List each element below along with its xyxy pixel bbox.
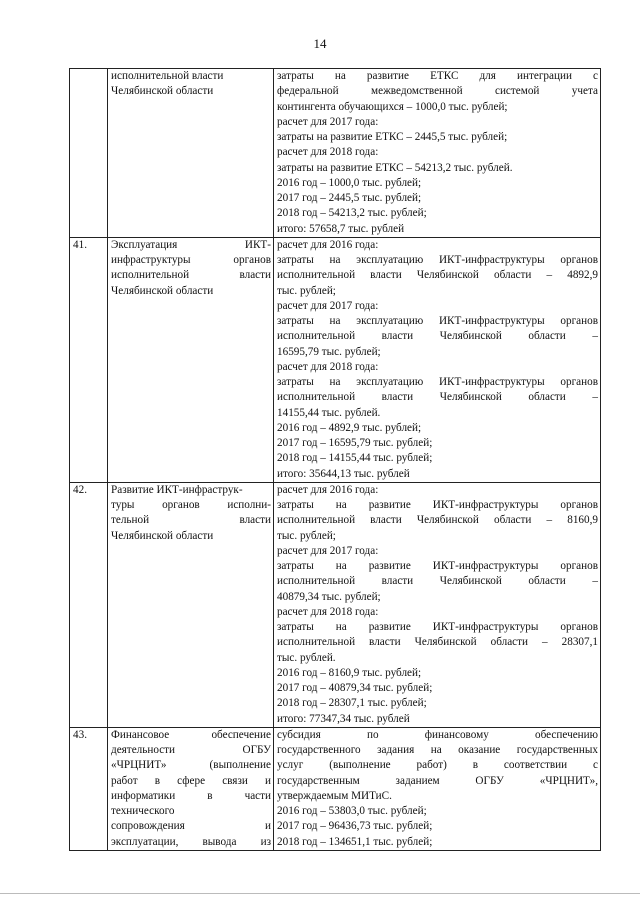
cost-description-line: 2016 год – 8160,9 тыс. рублей; bbox=[277, 666, 422, 679]
measure-name-line: работ в сфере связи и bbox=[111, 774, 271, 787]
cost-description-line: государственным заданием ОГБУ «ЧРЦНИТ», bbox=[277, 774, 598, 787]
cost-description-line: расчет для 2016 года: bbox=[277, 483, 379, 496]
cost-description-line: государственного задания на оказание государственных bbox=[277, 744, 598, 756]
cost-description-line: исполнительной власти Челябинской области – bbox=[277, 391, 598, 404]
measure-name-line: Челябинской области bbox=[111, 85, 214, 98]
cost-description-line: 14155,44 тыс. рублей. bbox=[277, 406, 381, 419]
cost-description-line: 2018 год – 134651,1 тыс. рублей; bbox=[277, 835, 433, 848]
cost-description-cell bbox=[274, 69, 601, 238]
measure-name-cell bbox=[108, 237, 274, 482]
row-number-text: 41. bbox=[73, 238, 87, 251]
row-number-text: 42. bbox=[73, 483, 87, 496]
measure-name-line: Эксплуатация ИКТ- bbox=[111, 238, 271, 251]
cost-description-line: 2017 год – 16595,79 тыс. рублей; bbox=[277, 437, 433, 449]
cost-description-line: тыс. рублей; bbox=[277, 529, 336, 542]
row-number-text: 43. bbox=[73, 728, 87, 741]
measure-name-line: Финансовое обеспечение bbox=[111, 728, 271, 741]
cost-description-line: расчет для 2016 года: bbox=[277, 238, 379, 251]
cost-description-line: 2018 год – 14155,44 тыс. рублей; bbox=[277, 452, 433, 465]
cost-description-line: 2017 год – 40879,34 тыс. рублей; bbox=[277, 682, 433, 694]
measure-name-line: туры органов исполни- bbox=[111, 499, 271, 511]
cost-description-line: исполнительной власти Челябинской области – 8160,9 bbox=[277, 514, 598, 527]
cost-description-line: исполнительной власти Челябинской области – bbox=[277, 575, 598, 588]
measure-name-line: сопровождения и bbox=[111, 820, 271, 833]
cost-description-line: федеральной межведомственной системой учета bbox=[277, 85, 598, 98]
cost-description-line: субсидия по финансовому обеспечению bbox=[277, 728, 598, 741]
measure-name-line: «ЧРЦНИТ» (выполнение bbox=[111, 759, 271, 772]
measure-name-line: исполнительной власти bbox=[111, 70, 224, 82]
table-row bbox=[70, 237, 601, 482]
cost-description-line: контингента обучающихся – 1000,0 тыс. рублей; bbox=[277, 100, 508, 113]
cost-description-line: утверждаемым МИТиС. bbox=[277, 789, 392, 802]
cost-description-line: 2017 год – 96436,73 тыс. рублей; bbox=[277, 820, 433, 833]
cost-description-line: расчет для 2017 года: bbox=[277, 299, 379, 312]
cost-description-line: 2016 год – 53803,0 тыс. рублей; bbox=[277, 805, 427, 817]
cost-description-cell bbox=[274, 237, 601, 482]
measure-name-line: технического bbox=[111, 805, 175, 817]
cost-description-line: расчет для 2017 года: bbox=[277, 115, 379, 128]
cost-description-line: 2018 год – 54213,2 тыс. рублей; bbox=[277, 207, 427, 220]
cost-description-line: 2016 год – 4892,9 тыс. рублей; bbox=[277, 421, 422, 434]
measure-name-line: тельной власти bbox=[111, 514, 271, 527]
measure-name-cell bbox=[108, 727, 274, 850]
cost-description-line: затраты на эксплуатацию ИКТ-инфраструктуры органов bbox=[277, 315, 598, 327]
cost-description-line: 2017 год – 2445,5 тыс. рублей; bbox=[277, 192, 422, 204]
measure-name-line: информатики в части bbox=[111, 789, 271, 802]
cost-description-line: затраты на развитие ЕТКС – 54213,2 тыс. рублей. bbox=[277, 161, 513, 174]
cost-description-line: 40879,34 тыс. рублей; bbox=[277, 590, 381, 603]
table-row bbox=[70, 482, 601, 727]
cost-description-line: затраты на развитие ИКТ-инфраструктуры органов bbox=[277, 621, 598, 633]
cost-description-line: 16595,79 тыс. рублей; bbox=[277, 345, 381, 358]
measure-name-line: эксплуатации, вывода из bbox=[111, 835, 271, 848]
cost-description-line: итого: 77347,34 тыс. рублей bbox=[277, 712, 410, 725]
cost-description-line: расчет для 2018 года: bbox=[277, 360, 379, 373]
measure-name-line: Челябинской области bbox=[111, 529, 214, 542]
cost-description-line: исполнительной власти Челябинской области – 28307,1 bbox=[277, 636, 598, 649]
cost-description-line: расчет для 2018 года: bbox=[277, 605, 379, 618]
cost-description-line: тыс. рублей; bbox=[277, 284, 336, 297]
row-number bbox=[70, 237, 108, 482]
cost-description-line: затраты на развитие ЕТКС для интеграции с bbox=[277, 70, 598, 82]
cost-description-line: итого: 57658,7 тыс. рублей bbox=[277, 222, 405, 235]
row-number bbox=[70, 482, 108, 727]
cost-description-line: расчет для 2017 года: bbox=[277, 544, 379, 557]
cost-description-line: затраты на развитие ИКТ-инфраструктуры органов bbox=[277, 499, 598, 511]
cost-description-line: затраты на развитие ИКТ-инфраструктуры органов bbox=[277, 560, 598, 572]
cost-description-line: тыс. рублей. bbox=[277, 651, 336, 664]
bottom-rule bbox=[0, 893, 640, 894]
cost-description-line: расчет для 2018 года: bbox=[277, 146, 379, 159]
measure-name-line: инфраструктуры органов bbox=[111, 254, 271, 266]
cost-description-line: 2016 год – 1000,0 тыс. рублей; bbox=[277, 176, 422, 189]
cost-description-cell bbox=[274, 727, 601, 850]
table-body bbox=[70, 69, 601, 851]
cost-description-line: исполнительной власти Челябинской области – 4892,9 bbox=[277, 269, 598, 282]
cost-description-line: услуг (выполнение работ) в соответствии с bbox=[277, 759, 598, 772]
cost-description-line: затраты на эксплуатацию ИКТ-инфраструктуры органов bbox=[277, 254, 598, 266]
table-row bbox=[70, 727, 601, 850]
measure-name-line: Челябинской области bbox=[111, 284, 214, 297]
row-number bbox=[70, 727, 108, 850]
row-number bbox=[70, 69, 108, 238]
expense-table bbox=[69, 68, 601, 851]
measure-name-line: исполнительной власти bbox=[111, 269, 271, 282]
measure-name-line: деятельности ОГБУ bbox=[111, 744, 271, 756]
measure-name-cell bbox=[108, 69, 274, 238]
cost-description-line: затраты на развитие ЕТКС – 2445,5 тыс. рублей; bbox=[277, 131, 508, 143]
table-row bbox=[70, 69, 601, 238]
cost-description-line: итого: 35644,13 тыс. рублей bbox=[277, 467, 410, 480]
cost-description-line: 2018 год – 28307,1 тыс. рублей; bbox=[277, 697, 427, 710]
cost-description-line: исполнительной власти Челябинской области – bbox=[277, 330, 598, 343]
measure-name-cell bbox=[108, 482, 274, 727]
cost-description-line: затраты на эксплуатацию ИКТ-инфраструктуры органов bbox=[277, 376, 598, 388]
cost-description-cell bbox=[274, 482, 601, 727]
measure-name-line: Развитие ИКТ-инфраструк- bbox=[111, 483, 243, 496]
page-number: 14 bbox=[313, 36, 327, 51]
